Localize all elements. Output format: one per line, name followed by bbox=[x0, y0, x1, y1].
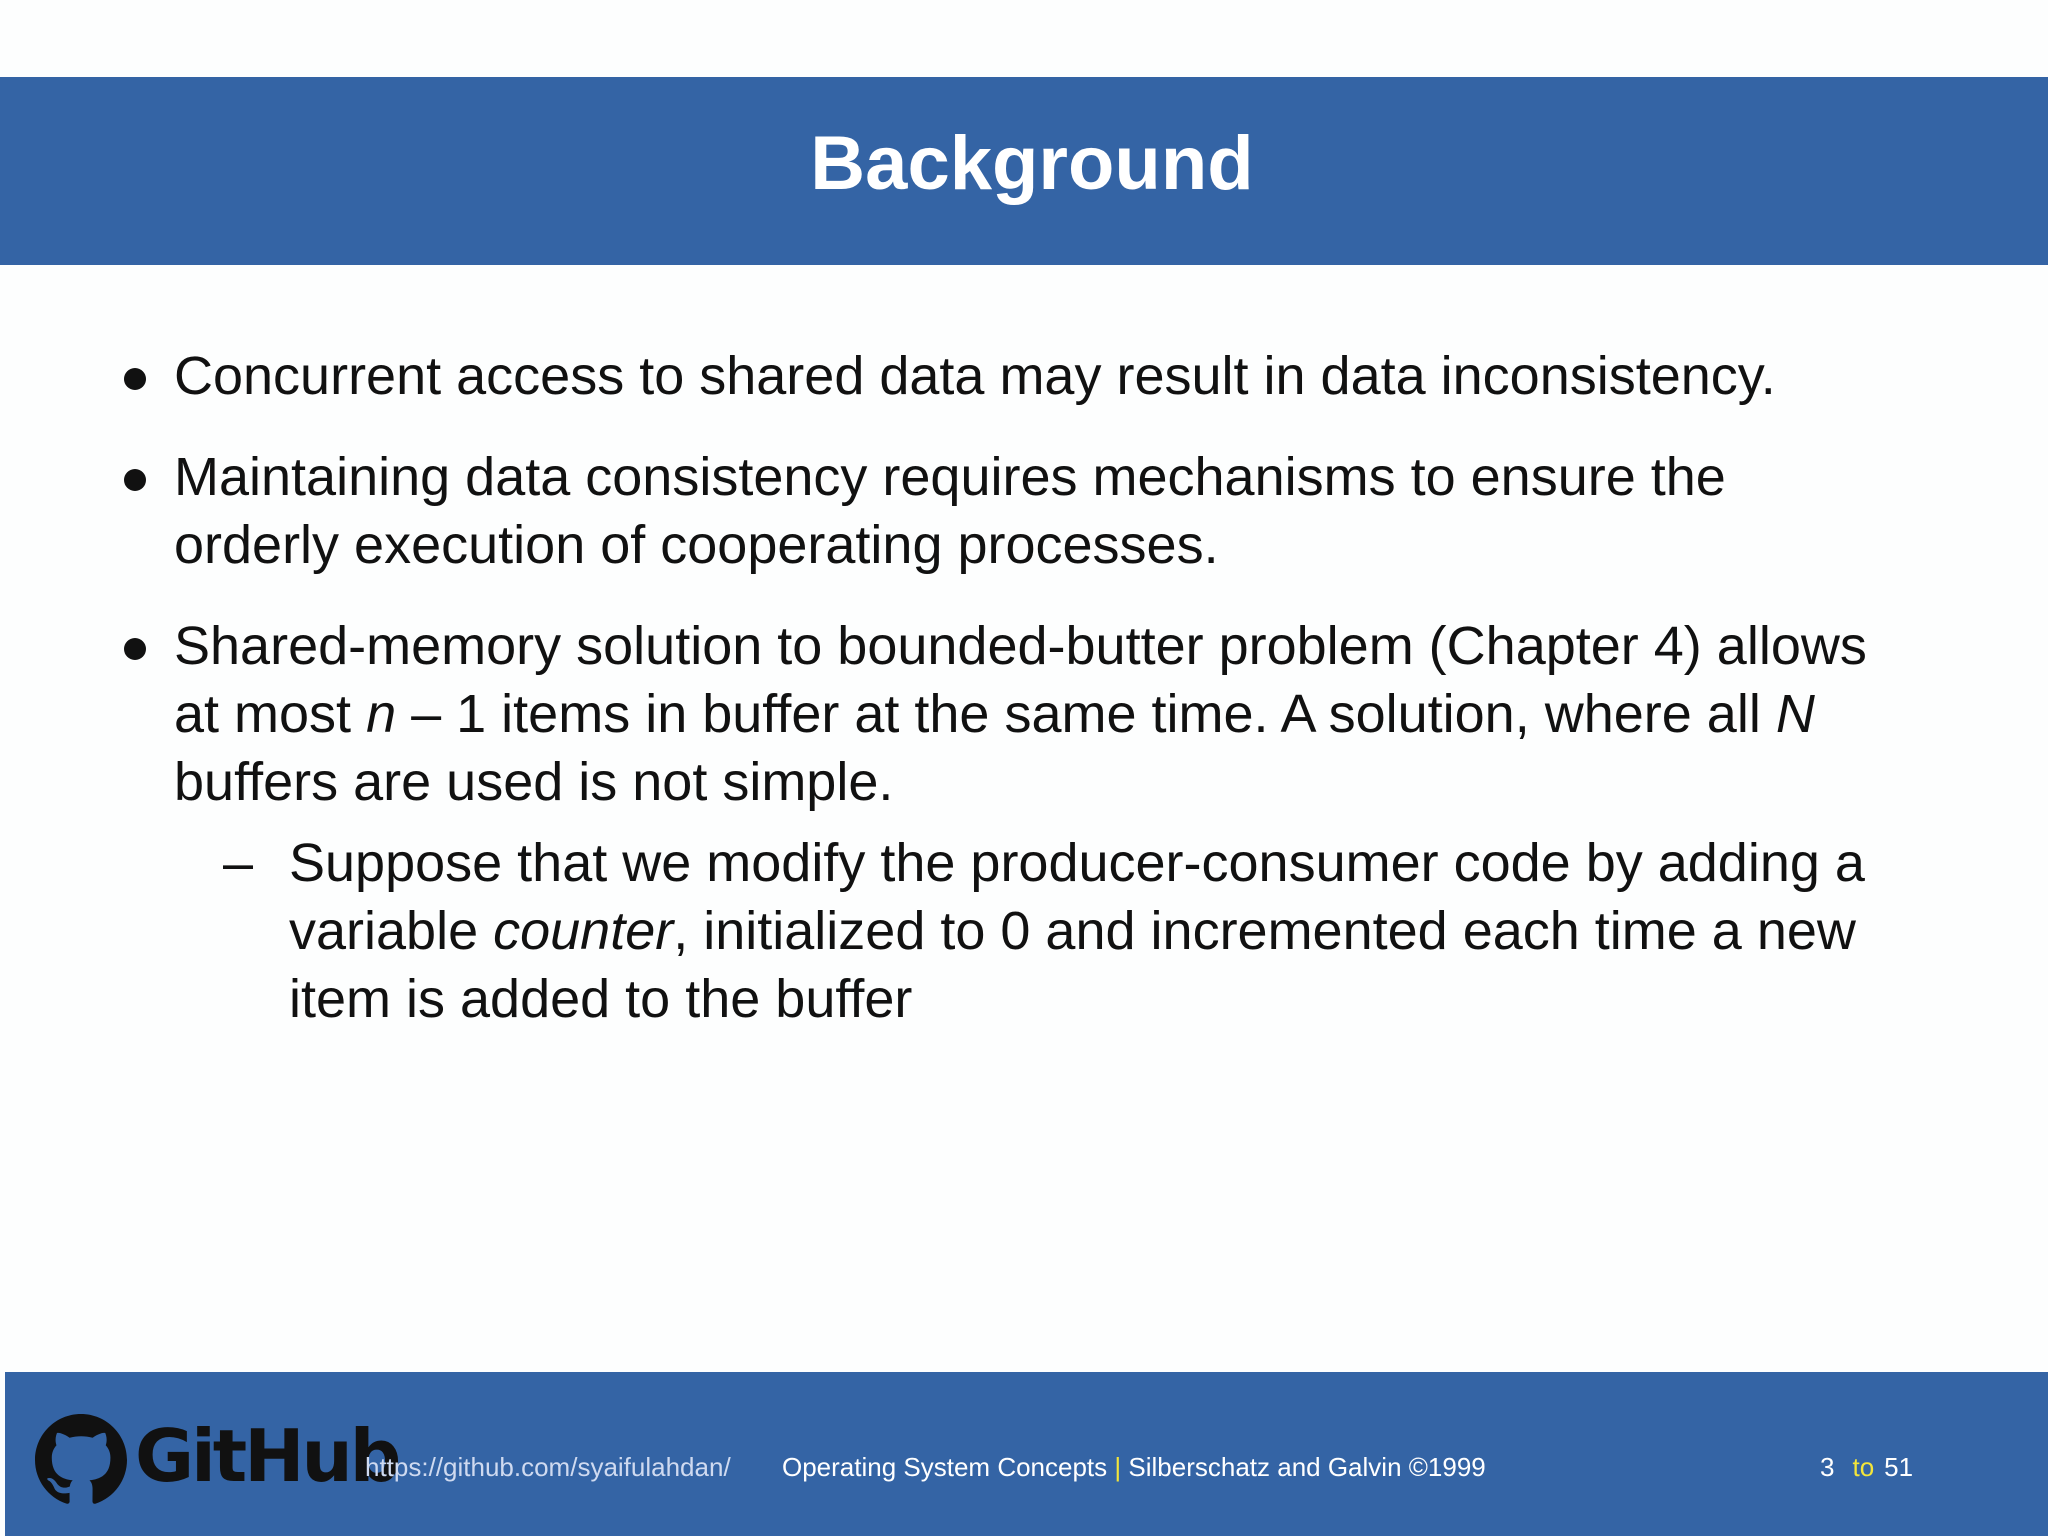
octocat-icon bbox=[35, 1414, 127, 1506]
bullet-1 bbox=[174, 342, 1974, 410]
title-bar bbox=[0, 77, 2048, 265]
footer-bar bbox=[5, 1372, 2048, 1536]
bullet-3-line-1: Shared-memory solution to bounded-butter problem (Chapter 4) allows bbox=[174, 616, 1867, 676]
bullet-dot bbox=[124, 638, 146, 660]
variable-N: N bbox=[1775, 684, 1815, 744]
variable-n: n bbox=[366, 684, 397, 744]
github-wordmark: GitHub bbox=[135, 1414, 399, 1498]
footer-course-info bbox=[782, 1452, 1486, 1483]
page-total: 51 bbox=[1884, 1452, 1914, 1482]
text-run: variable bbox=[289, 901, 494, 961]
bullet-dot bbox=[124, 469, 146, 491]
course-title: Operating System Concepts bbox=[782, 1452, 1108, 1482]
course-authors: Silberschatz and Galvin ©1999 bbox=[1128, 1452, 1486, 1482]
page-current: 3 bbox=[1820, 1452, 1835, 1482]
sub-bullet-line-2 bbox=[289, 897, 1989, 965]
bullet-2-line-1: Maintaining data consistency requires mechanisms to ensure the bbox=[174, 447, 1726, 507]
sub-bullet-dash: – bbox=[223, 833, 254, 893]
sub-bullet bbox=[223, 829, 1989, 1033]
bullet-1-text: Concurrent access to shared data may result in data inconsistency. bbox=[174, 346, 1776, 406]
footer-url[interactable]: https://github.com/syaifulahdan/ bbox=[365, 1452, 731, 1482]
bullet-3-line-3: buffers are used is not simple. bbox=[174, 752, 894, 812]
bullet-dot bbox=[124, 368, 146, 390]
page-indicator bbox=[1820, 1452, 1913, 1483]
bullet-3-line-2 bbox=[174, 680, 1974, 748]
variable-counter: counter bbox=[493, 901, 674, 961]
sub-bullet-line-3: item is added to the buffer bbox=[289, 969, 913, 1029]
github-logo bbox=[35, 1414, 398, 1506]
text-run: – 1 items in buffer at the same time. A solution, where all bbox=[396, 684, 1776, 744]
bullet-3 bbox=[174, 612, 1974, 816]
page-to: to bbox=[1852, 1452, 1875, 1482]
sub-bullet-line-1: Suppose that we modify the producer-consumer code by adding a bbox=[289, 833, 1865, 893]
text-run: at most bbox=[174, 684, 367, 744]
slide-title: Background bbox=[810, 120, 1254, 206]
bullet-2 bbox=[174, 443, 1974, 579]
text-run: , initialized to 0 and incremented each time a new bbox=[673, 901, 1856, 961]
bullet-2-line-2: orderly execution of cooperating processes. bbox=[174, 515, 1219, 575]
footer-separator: | bbox=[1114, 1452, 1122, 1482]
